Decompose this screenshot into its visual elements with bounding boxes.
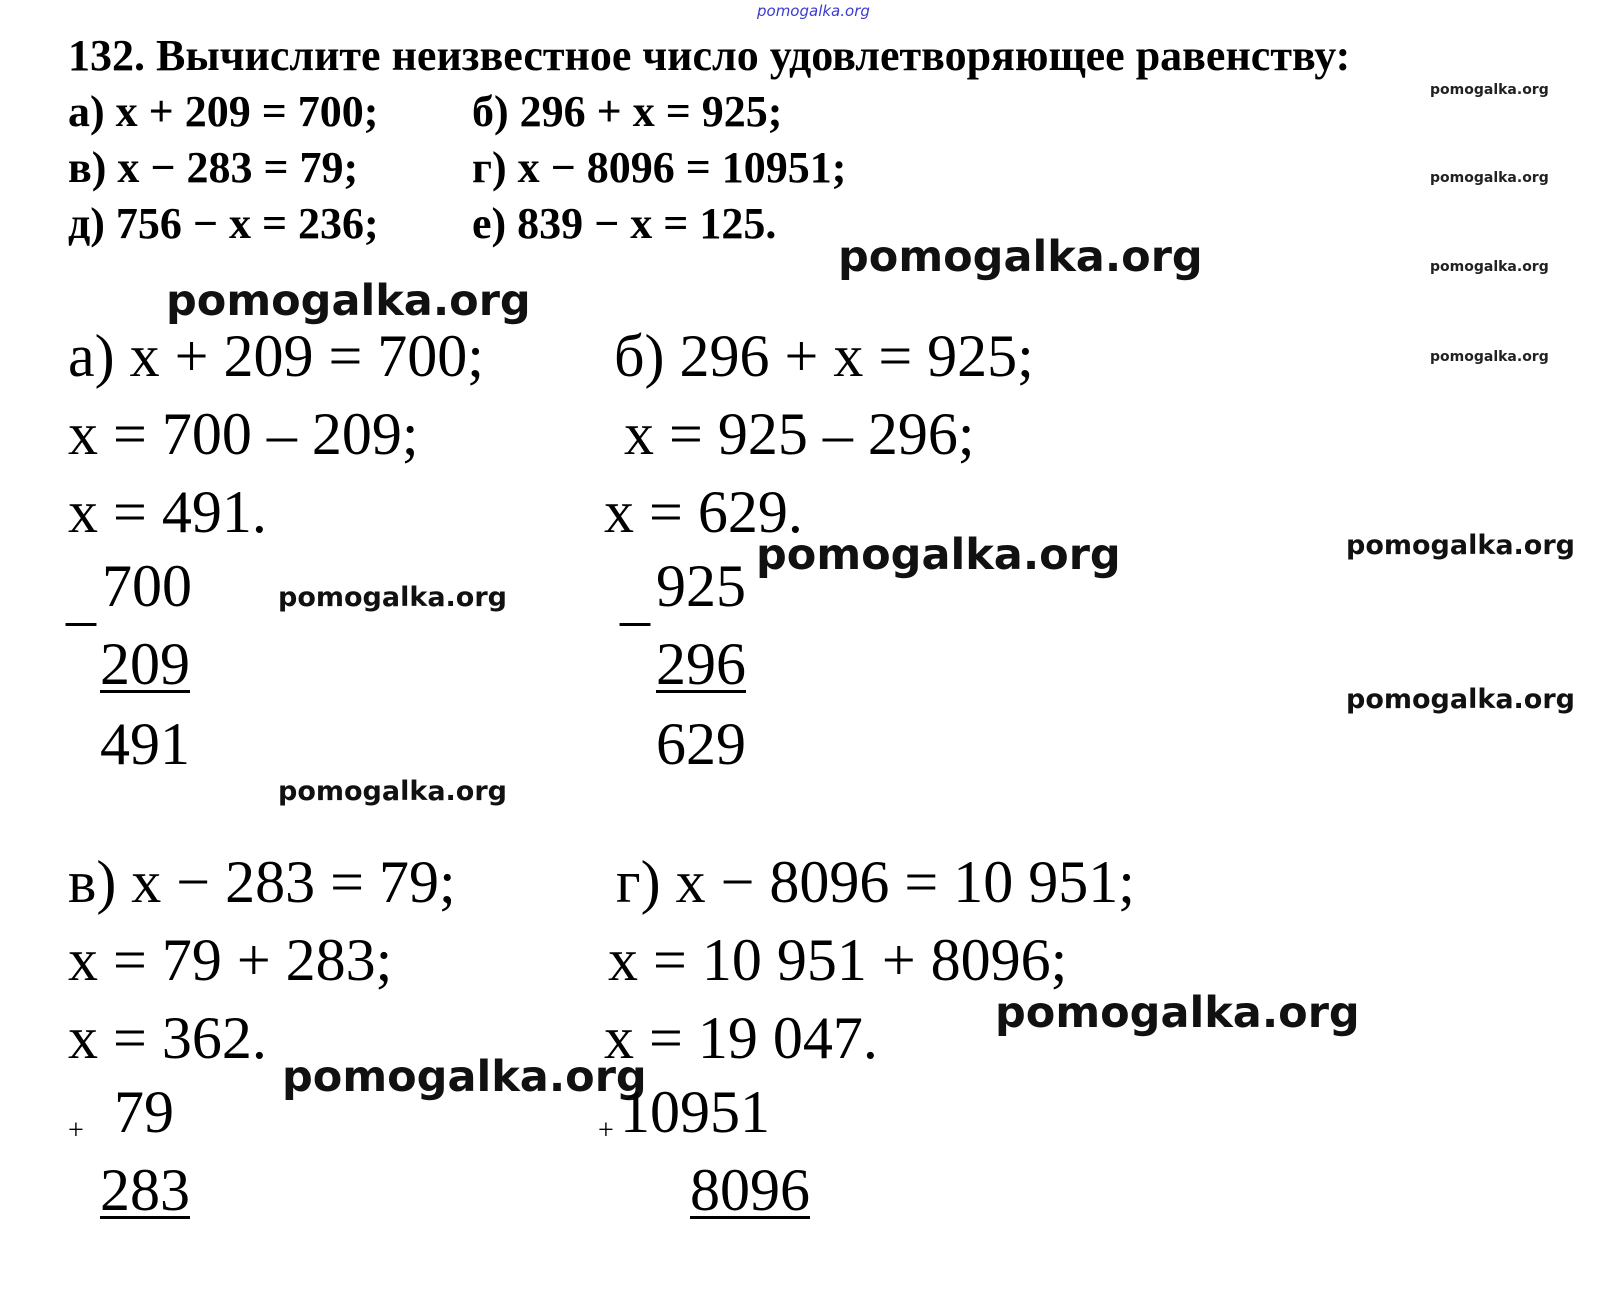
task-b: б) 296 + x = 925;: [472, 87, 783, 136]
solution-v-plus-sign: +: [68, 1115, 84, 1146]
solution-b-bottom: 296: [656, 631, 746, 697]
watermark-large: pomogalka.org: [838, 232, 1203, 282]
watermark-medium: pomogalka.org: [1346, 530, 1575, 561]
task-v: в) x − 283 = 79;: [68, 143, 359, 192]
watermark-top: pomogalka.org: [757, 2, 870, 20]
solution-v-bottom: 283: [100, 1157, 190, 1223]
solution-b-equation: б) 296 + x = 925;: [614, 323, 1034, 389]
solution-b-minus-sign: _: [620, 565, 650, 631]
task-a: а) x + 209 = 700;: [68, 87, 379, 136]
task-g: г) x − 8096 = 10951;: [472, 143, 847, 192]
solution-v-top: 79: [114, 1079, 174, 1145]
solution-v-step2: x = 362.: [68, 1005, 267, 1071]
task-d: д) 756 − x = 236;: [68, 199, 379, 248]
page-title: 132. Вычислите неизвестное число удовлетворяющее равенству:: [68, 31, 1351, 80]
solution-v-step1: x = 79 + 283;: [68, 927, 393, 993]
solution-g-step2: x = 19 047.: [604, 1005, 878, 1071]
watermark-medium: pomogalka.org: [1346, 684, 1575, 715]
solution-a-bottom: 209: [100, 631, 190, 697]
solution-b-step2: x = 629.: [604, 479, 803, 545]
solution-a-step1: x = 700 – 209;: [68, 401, 419, 467]
solution-a-step2: x = 491.: [68, 479, 267, 545]
watermark-small: pomogalka.org: [1430, 259, 1549, 275]
solution-a-top: 700: [102, 553, 192, 619]
solution-g-step1: x = 10 951 + 8096;: [608, 927, 1068, 993]
watermark-large: pomogalka.org: [756, 530, 1121, 580]
watermark-small: pomogalka.org: [1430, 82, 1549, 98]
watermark-small: pomogalka.org: [1430, 349, 1549, 365]
solution-a-result: 491: [100, 711, 190, 777]
solution-g-top: 10951: [620, 1079, 770, 1145]
task-e: е) 839 − x = 125.: [472, 199, 777, 248]
solution-b-result: 629: [656, 711, 746, 777]
watermark-small: pomogalka.org: [1430, 170, 1549, 186]
solution-g-equation: г) x − 8096 = 10 951;: [616, 849, 1135, 915]
solution-g-bottom: 8096: [690, 1157, 810, 1223]
solution-b-top: 925: [656, 553, 746, 619]
watermark-large: pomogalka.org: [282, 1052, 647, 1102]
solution-v-equation: в) x − 283 = 79;: [68, 849, 456, 915]
solution-a-equation: а) x + 209 = 700;: [68, 323, 484, 389]
watermark-large: pomogalka.org: [995, 988, 1360, 1038]
watermark-large: pomogalka.org: [166, 276, 531, 326]
watermark-medium: pomogalka.org: [278, 582, 507, 613]
watermark-medium: pomogalka.org: [278, 776, 507, 807]
solution-b-step1: x = 925 – 296;: [624, 401, 975, 467]
solution-a-minus-sign: _: [66, 565, 96, 631]
solution-g-plus-sign: +: [598, 1115, 614, 1146]
